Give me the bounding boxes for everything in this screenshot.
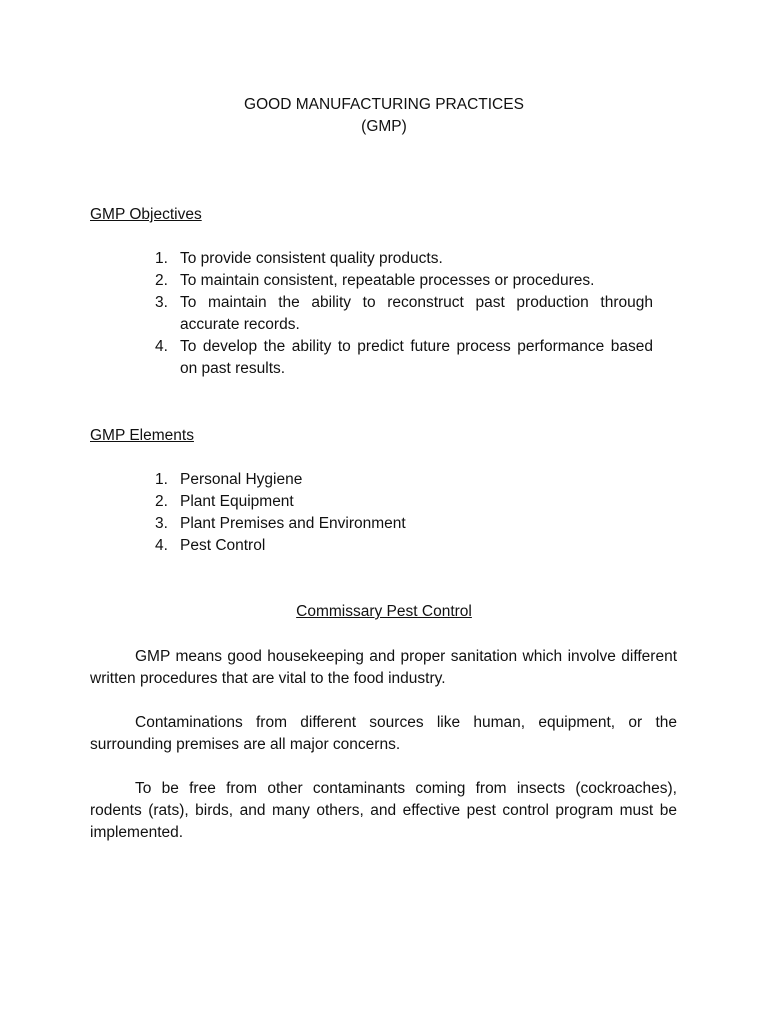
- list-item-text: To maintain the ability to reconstruct past production through accurate records.: [180, 294, 653, 333]
- list-item: [155, 248, 653, 270]
- list-item: [155, 292, 653, 336]
- list-item-text: Plant Equipment: [180, 493, 294, 510]
- list-item-number: 1.: [155, 471, 168, 488]
- objectives-list: [155, 248, 653, 380]
- list-item: [155, 336, 653, 380]
- list-item-text: Personal Hygiene: [180, 471, 303, 488]
- title-line-1: GOOD MANUFACTURING PRACTICES: [244, 96, 524, 113]
- list-item: [155, 270, 653, 292]
- list-item-text: To maintain consistent, repeatable processes or procedures.: [180, 272, 595, 289]
- list-item: [155, 535, 653, 557]
- list-item: [155, 469, 653, 491]
- list-item-number: 4.: [155, 537, 168, 554]
- list-item-number: 3.: [155, 294, 168, 311]
- elements-heading: GMP Elements: [90, 427, 194, 444]
- document-title: [0, 94, 768, 138]
- list-item-text: Plant Premises and Environment: [180, 515, 406, 532]
- list-item-text: To develop the ability to predict future process performance based on past results.: [180, 338, 653, 377]
- list-item-text: To provide consistent quality products.: [180, 250, 443, 267]
- paragraph: Contaminations from different sources like human, equipment, or the surrounding premises are all major concerns.: [90, 714, 677, 753]
- elements-list: [155, 469, 653, 557]
- list-item-text: Pest Control: [180, 537, 266, 554]
- title-line-2: (GMP): [361, 118, 407, 135]
- list-item: [155, 513, 653, 535]
- paragraph: To be free from other contaminants coming from insects (cockroaches), rodents (rats), birds, and many others, and effective pest control program must be implemented.: [90, 780, 677, 841]
- list-item-number: 2.: [155, 493, 168, 510]
- list-item-number: 1.: [155, 250, 168, 267]
- paragraph: GMP means good housekeeping and proper sanitation which involve different written procedures that are vital to the food industry.: [90, 648, 677, 687]
- list-item: [155, 491, 653, 513]
- objectives-heading: GMP Objectives: [90, 206, 202, 223]
- list-item-number: 4.: [155, 338, 168, 355]
- pest-control-heading: Commissary Pest Control: [296, 603, 472, 620]
- list-item-number: 3.: [155, 515, 168, 532]
- list-item-number: 2.: [155, 272, 168, 289]
